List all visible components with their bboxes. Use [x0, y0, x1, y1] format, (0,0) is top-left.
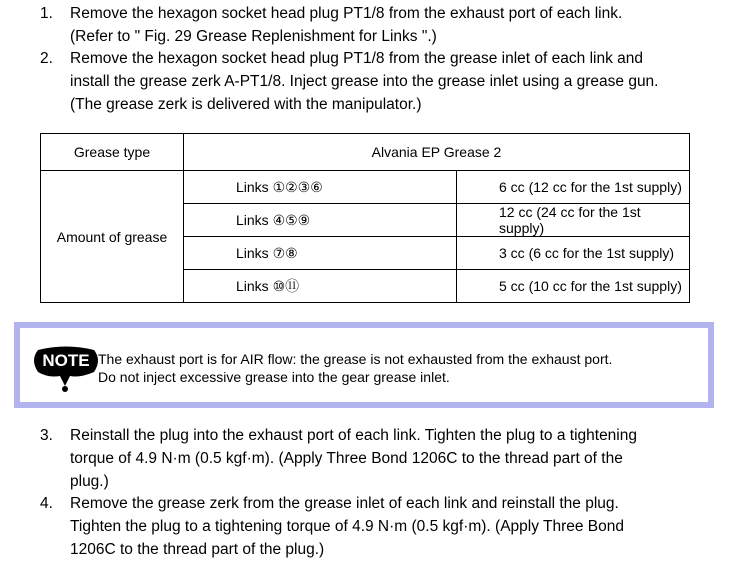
- amount-cell: 3 cc (6 cc for the 1st supply): [457, 237, 690, 270]
- step-text-line: Tighten the plug to a tightening torque of 4.9 N·m (0.5 kgf·m). (Apply Three Bond: [70, 518, 624, 535]
- note-line: Do not inject excessive grease into the gear grease inlet.: [98, 369, 450, 385]
- table-row: [41, 134, 690, 171]
- note-icon-label: NOTE: [42, 351, 90, 370]
- step-text-line: Remove the grease zerk from the grease inlet of each link and reinstall the plug.: [70, 495, 619, 512]
- step-text-line: plug.): [70, 473, 109, 490]
- step-number: 4.: [40, 495, 53, 512]
- note-icon: [32, 346, 100, 392]
- step-1: [40, 2, 730, 48]
- amount-cell: 6 cc (12 cc for the 1st supply): [457, 171, 690, 204]
- step-text-line: (Refer to " Fig. 29 Grease Replenishment for Links ".): [70, 28, 437, 45]
- step-text-line: torque of 4.9 N·m (0.5 kgf·m). (Apply Three Bond 1206C to the thread part of the: [70, 450, 623, 467]
- amount-cell: 12 cc (24 cc for the 1st supply): [457, 204, 690, 237]
- note-line: The exhaust port is for AIR flow: the grease is not exhausted from the exhaust port.: [98, 351, 613, 367]
- step-2: [40, 47, 730, 116]
- amount-cell: 5 cc (10 cc for the 1st supply): [457, 270, 690, 303]
- grease-type-value: Alvania EP Grease 2: [184, 134, 690, 171]
- step-text-line: Remove the hexagon socket head plug PT1/8 from the grease inlet of each link and: [70, 50, 643, 67]
- step-text-line: (The grease zerk is delivered with the manipulator.): [70, 96, 422, 113]
- grease-table: [40, 133, 690, 303]
- links-cell: Links ⑩⑪: [184, 270, 457, 303]
- step-4: [40, 492, 730, 561]
- step-3: [40, 424, 730, 493]
- step-number: 2.: [40, 50, 53, 67]
- table-row: [41, 171, 690, 204]
- step-text-line: Remove the hexagon socket head plug PT1/8 from the exhaust port of each link.: [70, 5, 623, 22]
- note-text: [98, 350, 612, 386]
- step-number: 3.: [40, 427, 53, 444]
- step-text-line: install the grease zerk A-PT1/8. Inject grease into the grease inlet using a grease gun.: [70, 73, 659, 90]
- amount-of-grease-label: Amount of grease: [41, 171, 184, 303]
- links-cell: Links ④⑤⑨: [184, 204, 457, 237]
- links-cell: Links ①②③⑥: [184, 171, 457, 204]
- grease-type-label: Grease type: [41, 134, 184, 171]
- step-number: 1.: [40, 5, 53, 22]
- note-box: [14, 322, 714, 408]
- step-text-line: Reinstall the plug into the exhaust port of each link. Tighten the plug to a tightening: [70, 427, 637, 444]
- links-cell: Links ⑦⑧: [184, 237, 457, 270]
- step-text-line: 1206C to the thread part of the plug.): [70, 541, 325, 558]
